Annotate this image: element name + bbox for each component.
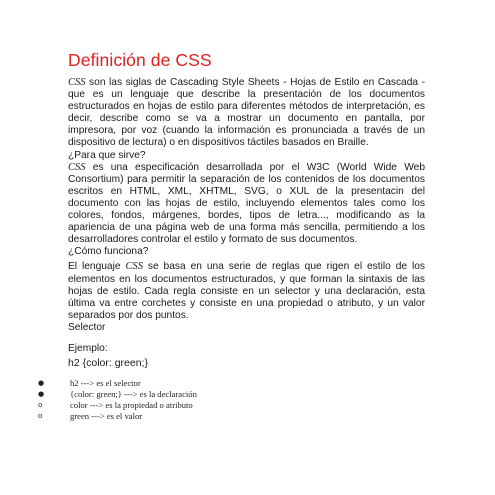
list-item-text: {color: green;} ---> es la declaración (70, 389, 197, 400)
bullet-icon: ● (38, 390, 45, 399)
paragraph-how-text: se basa en una serie de reglas que rigen el estilo de los elementos en los documentos estructurados, y que forman la sintaxis de las hojas de estilo. Cada regla consiste en un selector y una declaración, esta última va entre corchetes y consiste en una propiedad o atributo, y un valor separados por dos puntos. (68, 261, 425, 321)
paragraph-how (68, 261, 425, 321)
css-term: CSS (68, 161, 86, 173)
list-item (36, 400, 425, 411)
example-code: h2 {color: green;} (68, 357, 148, 370)
list-item (36, 378, 425, 389)
paragraph-purpose-text: es una especificación desarrollada por el W3C (World Wide Web Consortium) para permitir la separación de los contenidos de los documentos escritos en HTML, XML, XHTML, SVG, o XUL de la presentacin del documento con las hojas de estilo, incluyendo elementos tales como los colores, fondos, márgenes, bordes, tipos de letra..., modificando as la apariencia de una página web de una forma más sencilla, permitiendo a los desarrolladores controlar el estilo y formato de sus documentos. (68, 161, 425, 246)
paragraph-intro (68, 77, 425, 150)
list-item-text: color ---> es la propiedad o atributo (70, 400, 193, 411)
list-item (36, 411, 425, 422)
paragraph-how-start: El lenguaje (68, 261, 126, 273)
circle-bullet-icon: o (38, 412, 43, 421)
page-title: Definición de CSS (68, 50, 212, 70)
question-how: ¿Cómo funciona? (68, 246, 149, 258)
list-item (36, 389, 425, 400)
circle-bullet-icon: o (38, 401, 43, 410)
list-item-text: green ---> es el valor (70, 411, 143, 422)
paragraph-intro-text: son las siglas de Cascading Style Sheets - Hojas de Estilo en Cascada - que es un lenguaje que describe la presentación de los documentos estructurados en hojas de estilo para diferentes métodos de interpretación, es decir, describe como se va a mostrar un documento en pantalla, por impresora, por voz (cuando la información es pronunciada a través de un dispositivo de lectura) o en dispositivos táctiles basados en Braille. (68, 77, 425, 149)
selector-label: Selector (68, 321, 106, 333)
example-breakdown-list (36, 378, 425, 422)
css-term: CSS (68, 77, 86, 88)
list-item-text: h2 ---> es el selector (70, 378, 141, 389)
question-purpose: ¿Para que sirve? (68, 149, 146, 161)
css-term: CSS (125, 261, 143, 273)
bullet-icon: ● (38, 379, 45, 388)
paragraph-purpose (68, 162, 425, 247)
example-label: Ejemplo: (68, 342, 108, 354)
